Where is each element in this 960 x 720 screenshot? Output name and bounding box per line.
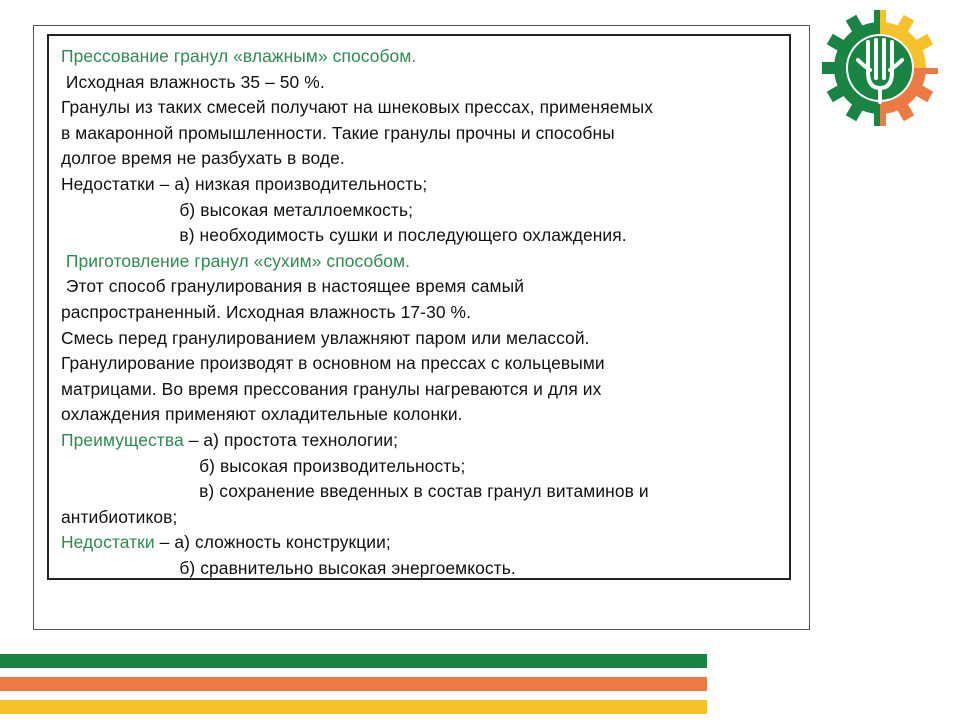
- text-line: распространенный. Исходная влажность 17-30 %.: [61, 301, 472, 322]
- yellow-stripe: [0, 700, 707, 714]
- advantages-line: [61, 428, 779, 454]
- text-line: в) сохранение введенных в состав гранул витаминов и: [61, 481, 649, 502]
- text-line: б) высокая металлоемкость;: [61, 199, 414, 220]
- disadvantages-line: [61, 530, 779, 556]
- text-line: Смесь перед гранулированием увлажняют паром или мелассой.: [61, 327, 590, 348]
- text-line: антибиотиков;: [61, 506, 178, 527]
- disadvantages-text: – а) сложность конструкции;: [154, 532, 391, 553]
- heading-dry-method: Приготовление гранул «сухим» способом.: [61, 250, 411, 271]
- text-line: долгое время не разбухать в воде.: [61, 148, 345, 169]
- text-line: матрицами. Во время прессования гранулы нагреваются и для их: [61, 378, 602, 399]
- heading-wet-method: Прессование гранул «влажным» способом.: [61, 46, 417, 66]
- text-line: Гранулирование производят в основном на прессах с кольцевыми: [61, 353, 605, 374]
- advantages-label: Преимущества: [61, 429, 184, 450]
- text-line: б) сравнительно высокая энергоемкость.: [61, 557, 516, 578]
- text-line: б) высокая производительность;: [61, 455, 466, 476]
- text-box: [47, 34, 791, 580]
- text-line: охлаждения применяют охладительные колонки.: [61, 404, 463, 425]
- text-line: Исходная влажность 35 – 50 %.: [61, 71, 325, 92]
- advantages-text: – а) простота технологии;: [183, 429, 399, 450]
- text-line: в макаронной промышленности. Такие гранулы прочны и способны: [61, 122, 615, 143]
- text-line: Гранулы из таких смесей получают на шнековых прессах, применяемых: [61, 97, 653, 118]
- text-line: в) необходимость сушки и последующего охлаждения.: [61, 225, 627, 246]
- text-line: Недостатки – а) низкая производительность;: [61, 173, 428, 194]
- green-stripe: [0, 654, 707, 668]
- text-line: Этот способ гранулирования в настоящее время самый: [61, 276, 525, 297]
- orange-stripe: [0, 677, 707, 691]
- disadvantages-label: Недостатки: [61, 532, 155, 553]
- wheat-gear-logo-icon: [820, 8, 940, 128]
